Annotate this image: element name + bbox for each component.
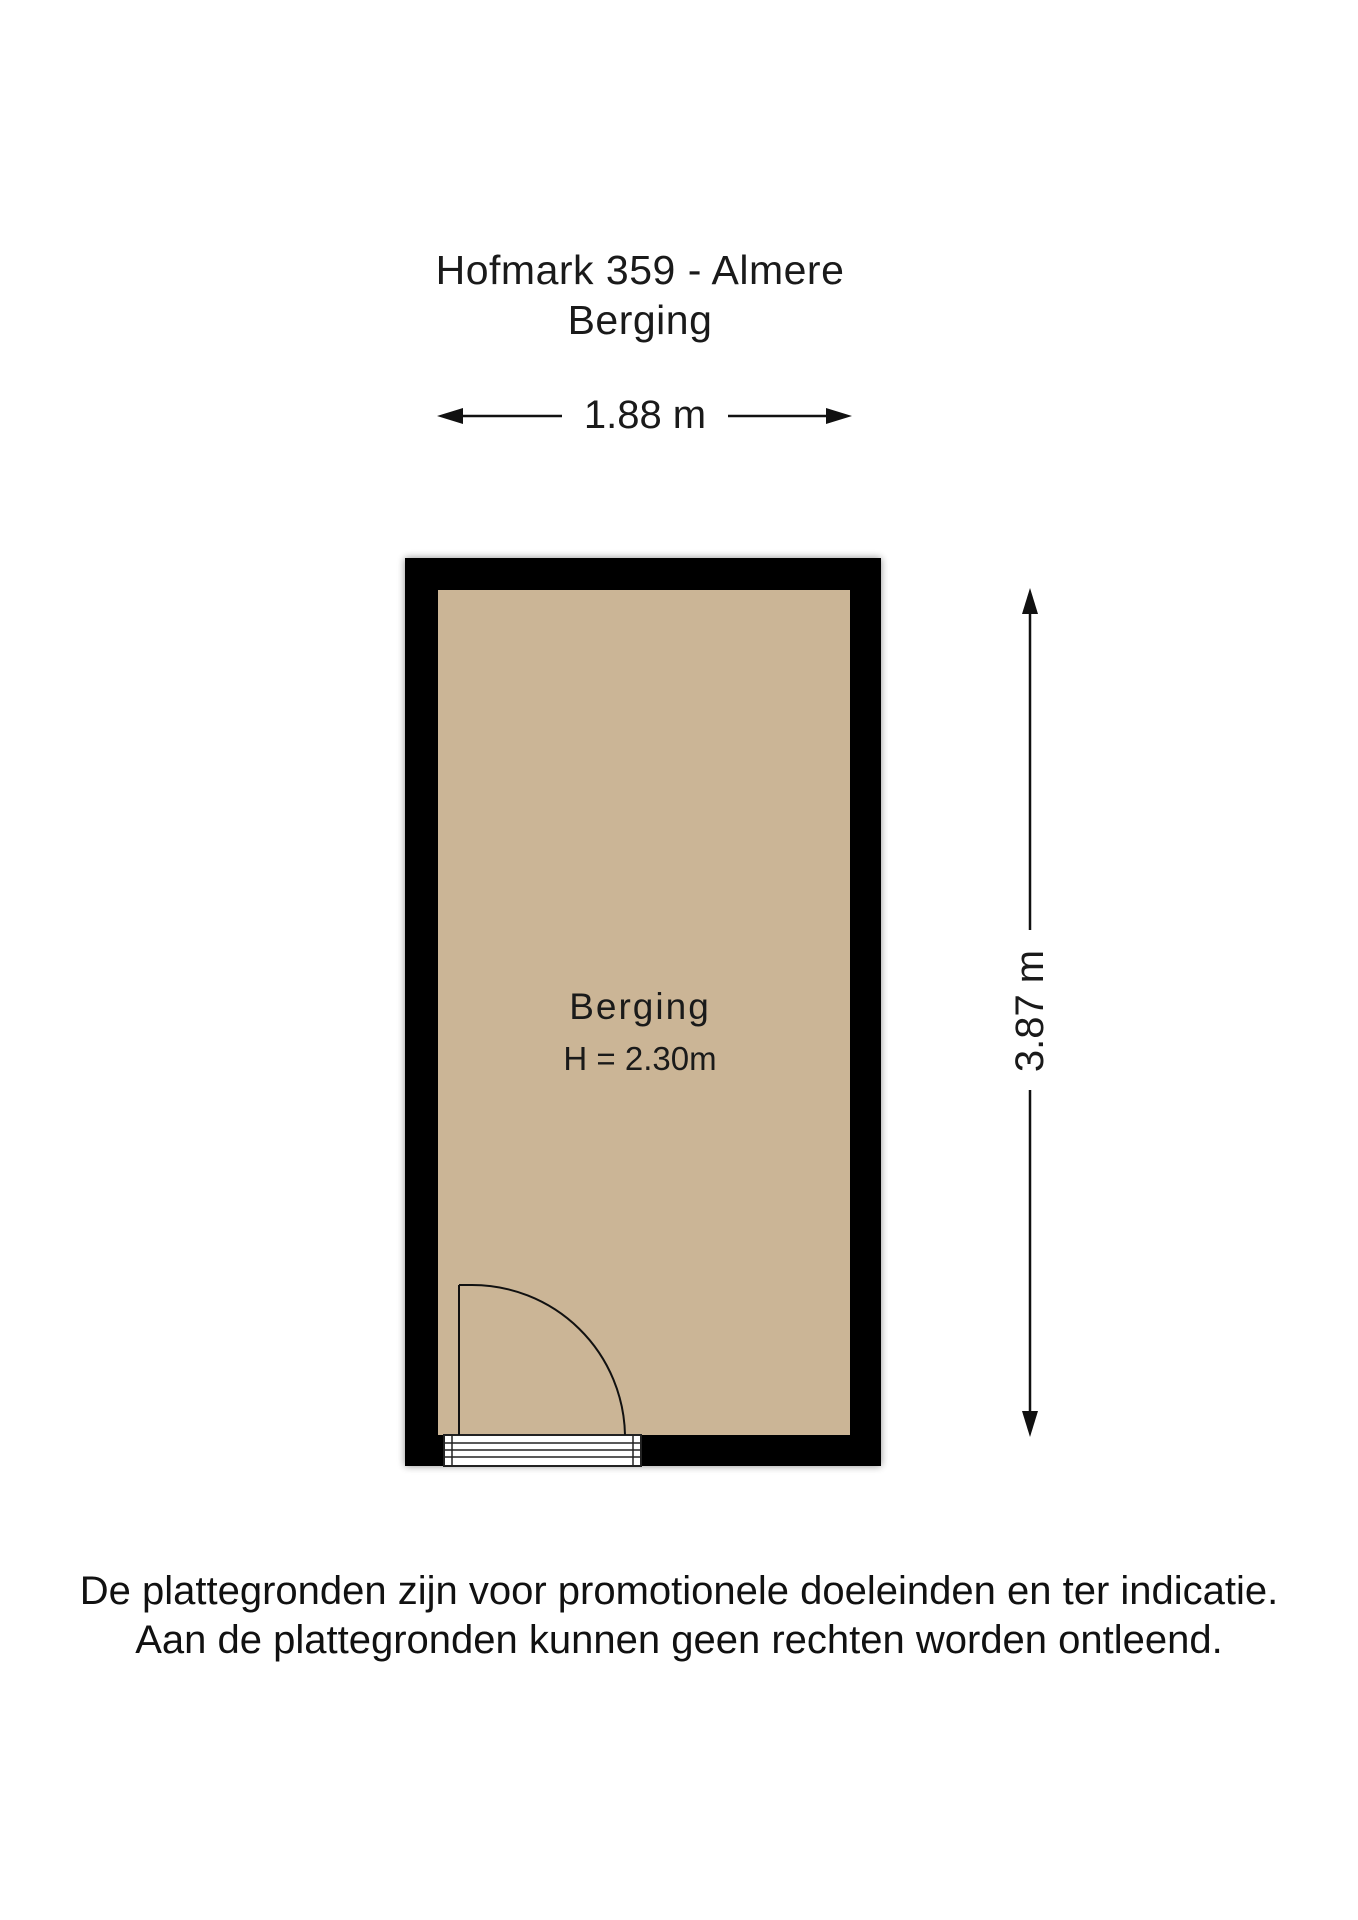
room-height-label: H = 2.30m <box>563 1040 717 1077</box>
depth-dimension-label: 3.87 m <box>1008 949 1052 1073</box>
disclaimer-line-2: Aan de plattegronden kunnen geen rechten worden ontleend. <box>135 1618 1223 1662</box>
floor-title: Berging <box>567 297 713 343</box>
width-dimension-label: 1.88 m <box>583 393 707 437</box>
address-title: Hofmark 359 - Almere <box>435 247 845 293</box>
room-name-label: Berging <box>569 986 711 1027</box>
door-threshold <box>444 1435 641 1466</box>
disclaimer <box>0 1567 1358 1665</box>
disclaimer-line-1: De plattegronden zijn voor promotionele doeleinden en ter indicatie. <box>79 1569 1279 1613</box>
